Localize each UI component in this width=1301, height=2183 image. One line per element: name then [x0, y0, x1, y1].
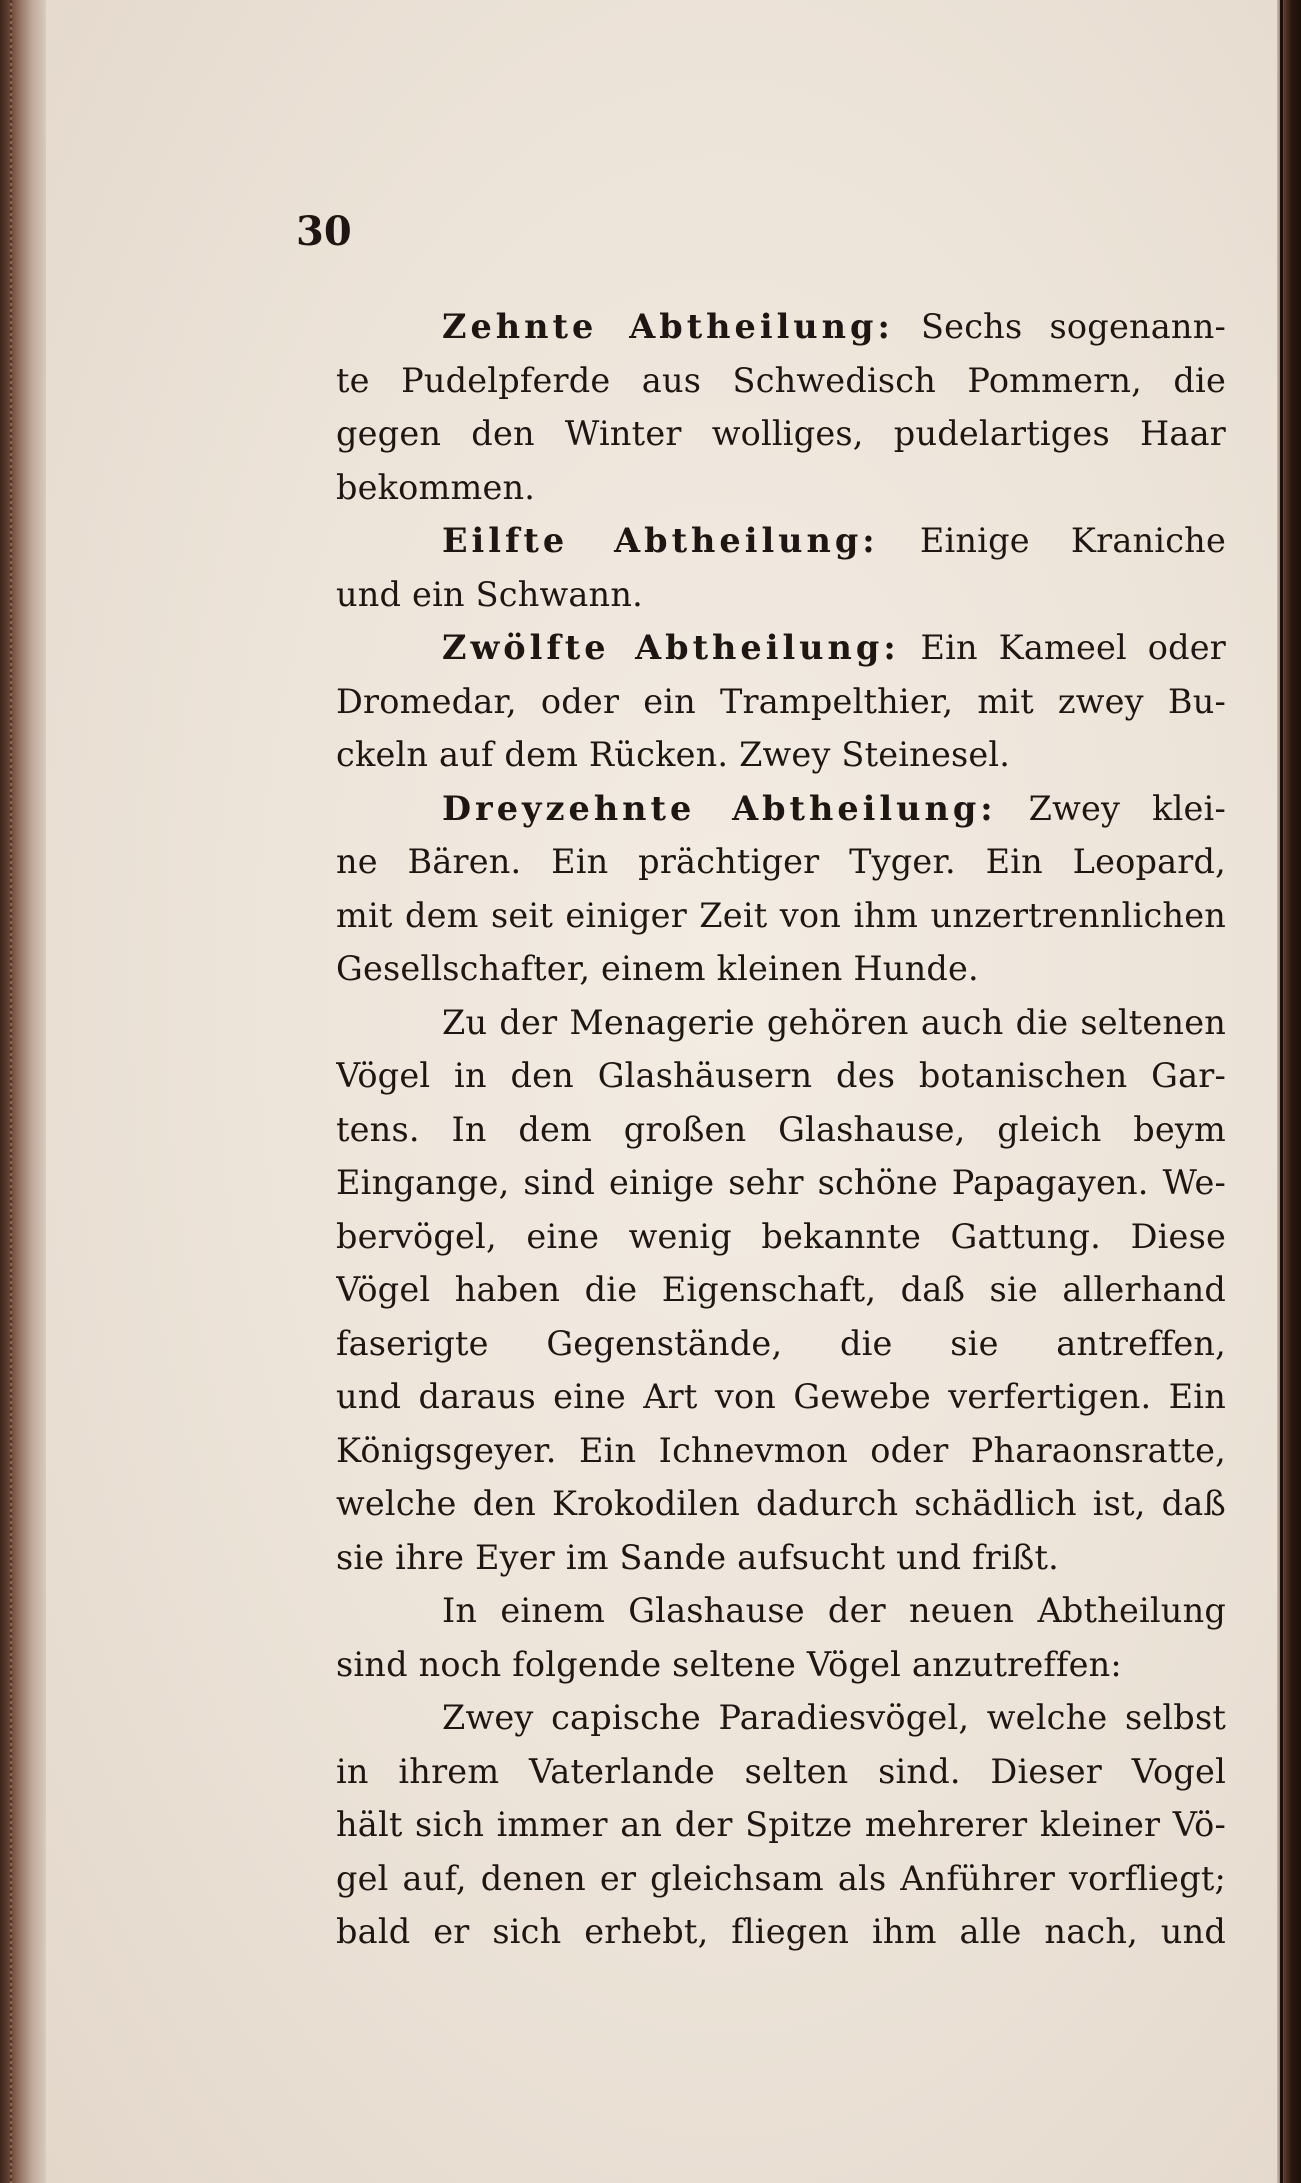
text-line: Vögel haben die Eigenschaft, daß sie allerhand	[336, 1270, 1226, 1309]
text-line	[336, 514, 1226, 568]
page-number: 30	[296, 208, 352, 255]
text-line: In einem Glashause der neuen Abtheilung	[442, 1591, 1226, 1630]
right-binding-edge	[1277, 0, 1301, 2183]
book-page	[46, 0, 1277, 2183]
text-line: ckeln auf dem Rücken. Zwey Steinesel.	[336, 735, 1011, 774]
line-text: Ein Kameel oder	[899, 628, 1226, 667]
text-line: Königsgeyer. Ein Ichnevmon oder Pharaonsratte,	[336, 1430, 1226, 1470]
text-line	[336, 300, 1226, 354]
text-line: gegen den Winter wolliges, pudelartiges Haar	[336, 414, 1226, 453]
text-line: sind noch folgende seltene Vögel anzutreffen:	[336, 1644, 1122, 1684]
text-line: bervögel, eine wenig bekannte Gattung. Diese	[336, 1216, 1226, 1256]
text-line: Gesellschafter, einem kleinen Hunde.	[336, 949, 979, 988]
body-text	[336, 300, 1226, 1959]
line-text: Zwey klei-	[996, 788, 1226, 828]
section-heading: Dreyzehnte Abtheilung:	[442, 788, 997, 828]
line-text: Einige Kraniche	[878, 521, 1226, 560]
line-text: Sechs sogenann-	[893, 307, 1226, 346]
text-line: mit dem seit einiger Zeit von ihm unzertrennlichen	[336, 895, 1226, 935]
text-line: Zwey capische Paradiesvögel, welche selbst	[442, 1698, 1226, 1737]
text-line: gel auf, denen er gleichsam als Anführer vorfliegt;	[336, 1858, 1226, 1898]
section-heading: Zehnte Abtheilung:	[442, 307, 894, 346]
left-binding-edge	[0, 0, 46, 2183]
text-line	[336, 621, 1226, 675]
text-line: Eingange, sind einige sehr schöne Papagayen. We-	[336, 1163, 1226, 1202]
text-line: und ein Schwann.	[336, 574, 643, 614]
text-line: bald er sich erhebt, fliegen ihm alle nach, und	[336, 1912, 1226, 1951]
section-heading: Eilfte Abtheilung:	[442, 521, 879, 560]
text-line: welche den Krokodilen dadurch schädlich ist, daß	[336, 1484, 1226, 1523]
text-line	[336, 782, 1226, 836]
text-line: hält sich immer an der Spitze mehrerer kleiner Vö-	[336, 1805, 1226, 1844]
text-line: Dromedar, oder ein Trampelthier, mit zwey Bu-	[336, 681, 1226, 721]
text-line: bekommen.	[336, 467, 536, 507]
text-line: in ihrem Vaterlande selten sind. Dieser Vogel	[336, 1751, 1226, 1791]
text-line: tens. In dem großen Glashause, gleich beym	[336, 1109, 1226, 1149]
text-line: Vögel in den Glashäusern des botanischen Gar-	[336, 1056, 1226, 1095]
text-line: ne Bären. Ein prächtiger Tyger. Ein Leopard,	[336, 842, 1226, 881]
text-line: sie ihre Eyer im Sande aufsucht und frißt.	[336, 1537, 1059, 1577]
text-line: und daraus eine Art von Gewebe verfertigen. Ein	[336, 1377, 1226, 1416]
text-line: faserigte Gegenstände, die sie antreffen,	[336, 1323, 1226, 1363]
section-heading: Zwölfte Abtheilung:	[442, 628, 900, 667]
text-line: te Pudelpferde aus Schwedisch Pommern, die	[336, 360, 1226, 400]
text-line: Zu der Menagerie gehören auch die seltenen	[442, 1002, 1226, 1042]
